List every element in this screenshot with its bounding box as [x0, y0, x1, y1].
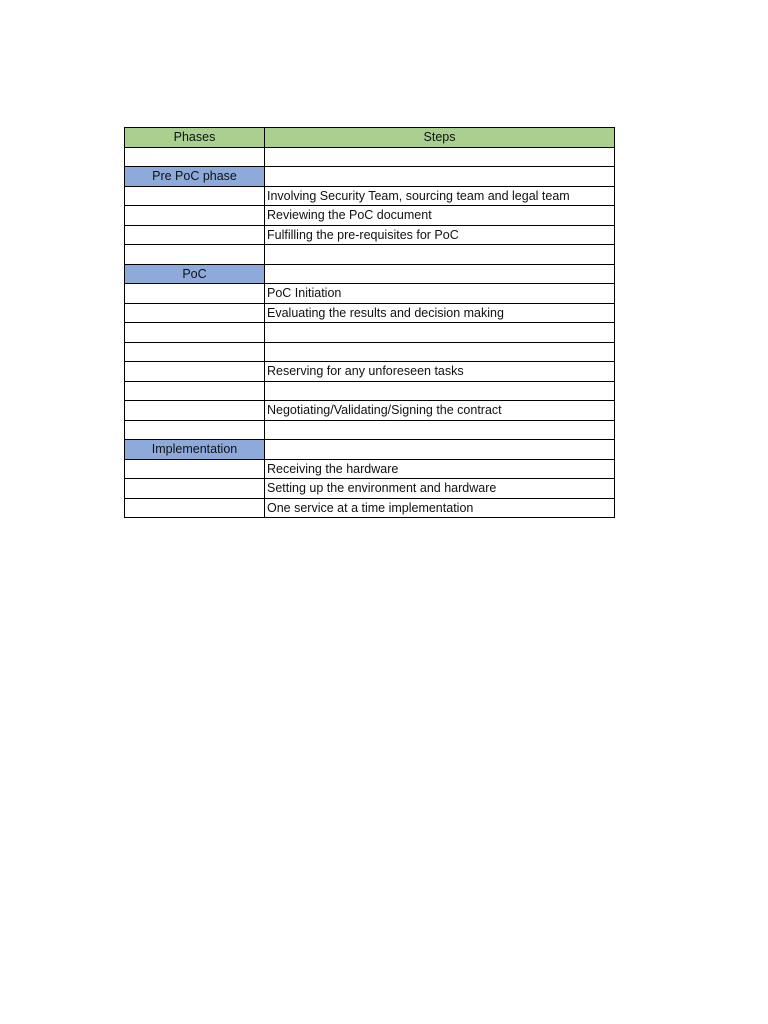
table-row — [125, 284, 615, 304]
phase-cell — [125, 381, 265, 401]
table-row — [125, 498, 615, 518]
step-cell: Evaluating the results and decision making — [265, 303, 615, 323]
table-body — [125, 147, 615, 518]
step-cell — [265, 342, 615, 362]
table-row — [125, 381, 615, 401]
phase-cell — [125, 206, 265, 226]
phase-cell — [125, 459, 265, 479]
table-row — [125, 479, 615, 499]
table-row — [125, 167, 615, 187]
phase-cell — [125, 225, 265, 245]
step-cell — [265, 440, 615, 460]
phase-cell — [125, 401, 265, 421]
phase-cell — [125, 303, 265, 323]
phase-label-cell: PoC — [125, 264, 265, 284]
step-cell — [265, 323, 615, 343]
step-cell: Receiving the hardware — [265, 459, 615, 479]
table-row — [125, 225, 615, 245]
phase-cell — [125, 498, 265, 518]
step-cell: Fulfilling the pre-requisites for PoC — [265, 225, 615, 245]
step-cell: Reserving for any unforeseen tasks — [265, 362, 615, 382]
phase-cell — [125, 147, 265, 167]
step-cell — [265, 245, 615, 265]
table-row — [125, 342, 615, 362]
table-row — [125, 440, 615, 460]
step-cell: Setting up the environment and hardware — [265, 479, 615, 499]
step-cell — [265, 264, 615, 284]
phase-cell — [125, 186, 265, 206]
phase-cell — [125, 342, 265, 362]
step-cell: Negotiating/Validating/Signing the contract — [265, 401, 615, 421]
step-cell — [265, 147, 615, 167]
table-row — [125, 264, 615, 284]
step-cell: Reviewing the PoC document — [265, 206, 615, 226]
table-row — [125, 323, 615, 343]
table-row — [125, 362, 615, 382]
table-row — [125, 147, 615, 167]
step-cell — [265, 167, 615, 187]
phase-cell — [125, 479, 265, 499]
phases-steps-table — [124, 127, 615, 518]
header-row — [125, 128, 615, 148]
table-row — [125, 206, 615, 226]
step-cell: Involving Security Team, sourcing team and legal team — [265, 186, 615, 206]
table-row — [125, 401, 615, 421]
table-row — [125, 245, 615, 265]
phases-steps-sheet — [124, 127, 614, 518]
step-cell: PoC Initiation — [265, 284, 615, 304]
phase-cell — [125, 420, 265, 440]
step-cell: One service at a time implementation — [265, 498, 615, 518]
step-cell — [265, 420, 615, 440]
steps-column-header: Steps — [265, 128, 615, 148]
phases-column-header: Phases — [125, 128, 265, 148]
table-row — [125, 186, 615, 206]
step-cell — [265, 381, 615, 401]
table-row — [125, 459, 615, 479]
phase-cell — [125, 362, 265, 382]
phase-cell — [125, 284, 265, 304]
table-row — [125, 303, 615, 323]
phase-label-cell: Pre PoC phase — [125, 167, 265, 187]
table-row — [125, 420, 615, 440]
phase-label-cell: Implementation — [125, 440, 265, 460]
phase-cell — [125, 245, 265, 265]
phase-cell — [125, 323, 265, 343]
